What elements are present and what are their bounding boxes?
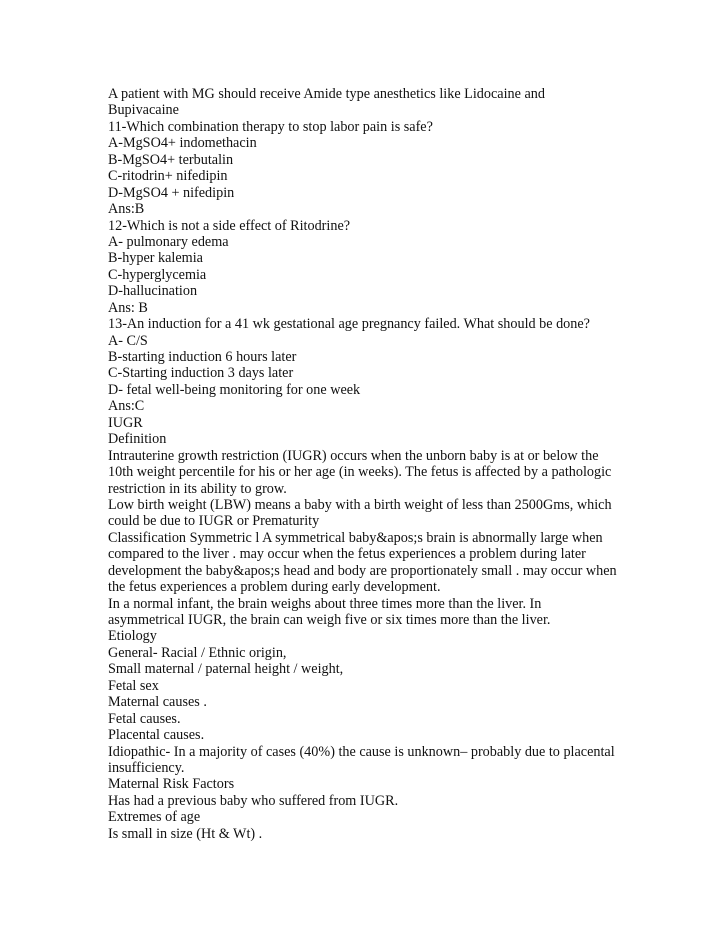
text-line: Has had a previous baby who suffered from IUGR. [108, 792, 399, 809]
text-line: restriction in its ability to grow. [108, 480, 287, 497]
text-line: B-MgSO4+ terbutalin [108, 151, 234, 168]
text-line: the fetus experiences a problem during early development. [108, 579, 441, 596]
text-line: 11-Which combination therapy to stop labor pain is safe? [108, 118, 433, 135]
text-line: Ans:C [108, 398, 145, 415]
text-line: IUGR [108, 414, 143, 431]
text-line: C-Starting induction 3 days later [108, 365, 294, 382]
text-line: Low birth weight (LBW) means a baby with a birth weight of less than 2500Gms, which [108, 496, 612, 513]
text-line: 12-Which is not a side effect of Ritodrine? [108, 217, 351, 234]
text-line: Is small in size (Ht & Wt) . [108, 825, 263, 842]
document-text [108, 86, 668, 842]
text-line: Maternal causes . [108, 694, 207, 711]
text-line: B-starting induction 6 hours later [108, 349, 297, 365]
text-line: Fetal causes. [108, 710, 181, 727]
text-line: Intrauterine growth restriction (IUGR) occurs when the unborn baby is at or below the [108, 447, 599, 464]
text-line: Fetal sex [108, 677, 159, 694]
text-line: A-MgSO4+ indomethacin [108, 135, 257, 152]
text-line: 13-An induction for a 41 wk gestational age pregnancy failed. What should be done? [108, 316, 590, 333]
text-line: 10th weight percentile for his or her age (in weeks). The fetus is affected by a pathologic [108, 464, 612, 481]
text-line: B-hyper kalemia [108, 250, 203, 267]
text-line: A patient with MG should receive Amide type anesthetics like Lidocaine and [108, 86, 545, 102]
text-line: asymmetrical IUGR, the brain can weigh five or six times more than the liver. [108, 612, 551, 628]
text-line: General- Racial / Ethnic origin, [108, 644, 287, 661]
text-line: compared to the liver . may occur when the fetus experiences a problem during later [108, 546, 586, 563]
text-line: Idiopathic- In a majority of cases (40%) the cause is unknown– probably due to placental [108, 743, 615, 760]
text-line: Ans:B [108, 201, 145, 218]
text-line: Placental causes. [108, 727, 205, 744]
text-line: D- fetal well-being monitoring for one week [108, 381, 361, 398]
text-line: Etiology [108, 628, 157, 645]
text-line: C-hyperglycemia [108, 266, 207, 283]
text-line: D-MgSO4 + nifedipin [108, 184, 235, 201]
text-line: C-ritodrin+ nifedipin [108, 168, 228, 185]
text-line: Bupivacaine [108, 102, 179, 119]
text-line: Definition [108, 431, 167, 448]
text-line: Maternal Risk Factors [108, 776, 235, 793]
text-line: D-hallucination [108, 283, 198, 300]
text-line: development the baby&apos;s head and body are proportionately small . may occur when [108, 562, 617, 579]
text-line: Small maternal / paternal height / weight, [108, 661, 344, 678]
text-line: In a normal infant, the brain weighs about three times more than the liver. In [108, 595, 542, 612]
text-line: insufficiency. [108, 759, 185, 776]
text-line: Classification Symmetric l A symmetrical baby&apos;s brain is abnormally large when [108, 529, 603, 546]
text-line: A- C/S [108, 332, 148, 349]
text-line: A- pulmonary edema [108, 233, 229, 250]
text-line: could be due to IUGR or Prematurity [108, 513, 320, 530]
text-line: Ans: B [108, 299, 148, 316]
text-line: Extremes of age [108, 809, 201, 826]
